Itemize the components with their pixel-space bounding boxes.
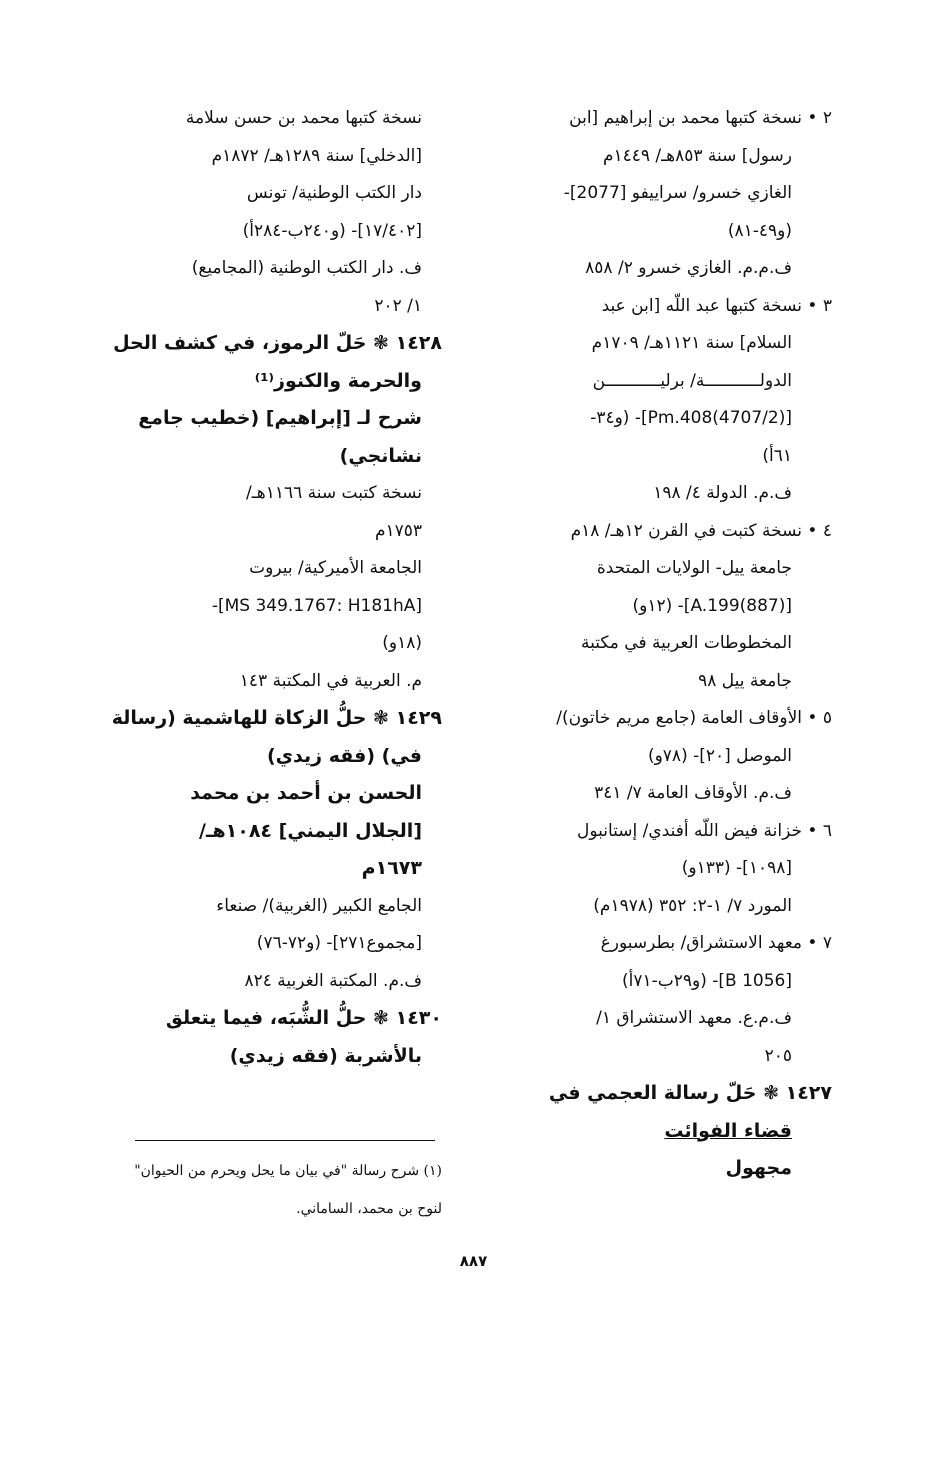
text-line: [١٠٩٨]- (١٣٣و): [681, 858, 792, 878]
text-line: ٢٠٥: [764, 1045, 792, 1066]
footnote-line: لنوح بن محمد، الساماني.: [296, 1200, 442, 1217]
page-number: ٨٨٧: [459, 1252, 488, 1270]
text-line: [MS 349.1767: H181hA]-: [211, 595, 422, 616]
text-line: ٦١أ): [762, 445, 792, 466]
text-line: (١٨و): [382, 633, 422, 653]
text-line: ١٤٣٠ ❃ حلُّ الشُّبَه، فيما يتعلق: [165, 1007, 442, 1029]
text-line: جامعة ييل- الولايات المتحدة: [596, 558, 792, 578]
text-line: ١٤٢٩ ❃ حلُّ الزكاة للهاشمية (رسالة: [111, 707, 442, 729]
text-line: جامعة ييل ٩٨: [698, 670, 792, 691]
text-line: ١٤٢٨ ❃ حَلّ الرموز، في كشف الحل: [113, 332, 442, 354]
text-line: رسول] سنة ٨٥٣هـ/ ١٤٤٩م: [602, 145, 792, 166]
footnote-line: (١) شرح رسالة "في بيان ما يحل ويحرم من الحيوان": [134, 1163, 442, 1179]
text-line: [الدخلي] سنة ١٢٨٩هـ/ ١٨٧٢م: [211, 145, 422, 166]
footnotes: [100, 1150, 442, 1225]
text-line: [مجموع٢٧١]- (و٧٢-٧٦): [256, 933, 422, 953]
text-line: [الجلال اليمني] ١٠٨٤هـ/: [199, 819, 422, 842]
text-line: ٧ • معهد الاستشراق/ بطرسبورغ: [600, 933, 832, 953]
text-line: نسخة كتبها محمد بن حسن سلامة: [185, 108, 422, 128]
text-line: ١/ ٢٠٢: [374, 295, 422, 316]
text-line: الحسن بن أحمد بن محمد: [190, 782, 422, 804]
text-line: المورد ٧/ ١-٢: ٣٥٢ (١٩٧٨م): [593, 895, 792, 916]
text-line: قضاء الفوائت: [664, 1119, 792, 1142]
text-line: في) (فقه زيدي): [266, 744, 422, 767]
text-line: [(4707/2)Pm.408]- (و٣٤-: [590, 408, 792, 428]
text-line: [(887)A.199]- (١٢و): [632, 595, 792, 616]
text-line: ف.م. الدولة ٤/ ١٩٨: [653, 483, 792, 503]
text-line: ١٤٢٧ ❃ حَلّ رسالة العجمي في: [548, 1082, 832, 1104]
text-line: ٦ • خزانة فيض اللّه أفندي/ إستانبول: [577, 820, 832, 841]
text-line: ٥ • الأوقاف العامة (جامع مريم خاتون)/: [556, 708, 832, 728]
text-line: [١٧/٤٠٢]- (و٢٤٠ب-٢٨٤أ): [242, 220, 422, 241]
text-line: دار الكتب الوطنية/ تونس: [246, 183, 422, 203]
text-line: والحرمة والكنوز⁽¹⁾: [254, 369, 422, 392]
text-line: ٣ • نسخة كتبها عبد اللّه [ابن عبد: [601, 295, 832, 316]
text-line: مجهول: [725, 1157, 792, 1179]
footnote-divider: [135, 1140, 435, 1141]
text-line: ٤ • نسخة كتبت في القرن ١٢هـ/ ١٨م: [570, 520, 832, 541]
text-line: ١٧٥٣م: [374, 520, 422, 541]
text-line: المخطوطات العربية في مكتبة: [581, 633, 792, 653]
text-line: ف.م. المكتبة الغربية ٨٢٤: [244, 970, 422, 991]
text-line: الموصل [٢٠]- (٧٨و): [647, 745, 792, 766]
text-line: الدولـــــــــــة/ برليـــــــــــن: [592, 370, 792, 391]
text-line: شرح لـ [إبراهيم] (خطيب جامع: [138, 407, 422, 429]
text-line: ف. دار الكتب الوطنية (المجاميع): [191, 258, 422, 278]
left-column: [100, 100, 442, 1075]
text-line: السلام] سنة ١١٢١هـ/ ١٧٠٩م: [591, 333, 792, 353]
text-line: نشانجي): [339, 444, 422, 467]
text-line: م. العربية في المكتبة ١٤٣: [239, 670, 422, 691]
text-line: ١٦٧٣م: [361, 857, 422, 879]
text-line: الجامعة الأميركية/ بيروت: [249, 558, 422, 578]
text-line: الجامع الكبير (الغربية)/ صنعاء: [216, 895, 422, 916]
text-line: نسخة كتبت سنة ١١٦٦هـ/: [246, 483, 422, 503]
text-line: (و٤٩-٨١): [727, 220, 792, 241]
text-line: ف.م.ع. معهد الاستشراق ١/: [596, 1008, 792, 1028]
text-line: ٢ • نسخة كتبها محمد بن إبراهيم [ابن: [569, 108, 832, 128]
right-column: [492, 100, 832, 1188]
text-line: بالأشربة (فقه زيدي): [229, 1044, 422, 1067]
text-line: [B 1056]- (و٢٩ب-٧١أ): [621, 970, 792, 991]
text-line: الغازي خسرو/ سراييفو [2077]-: [563, 183, 792, 203]
text-line: ف.م. الأوقاف العامة ٧/ ٣٤١: [594, 783, 792, 803]
text-line: ف.م.م. الغازي خسرو ٢/ ٨٥٨: [585, 258, 792, 278]
